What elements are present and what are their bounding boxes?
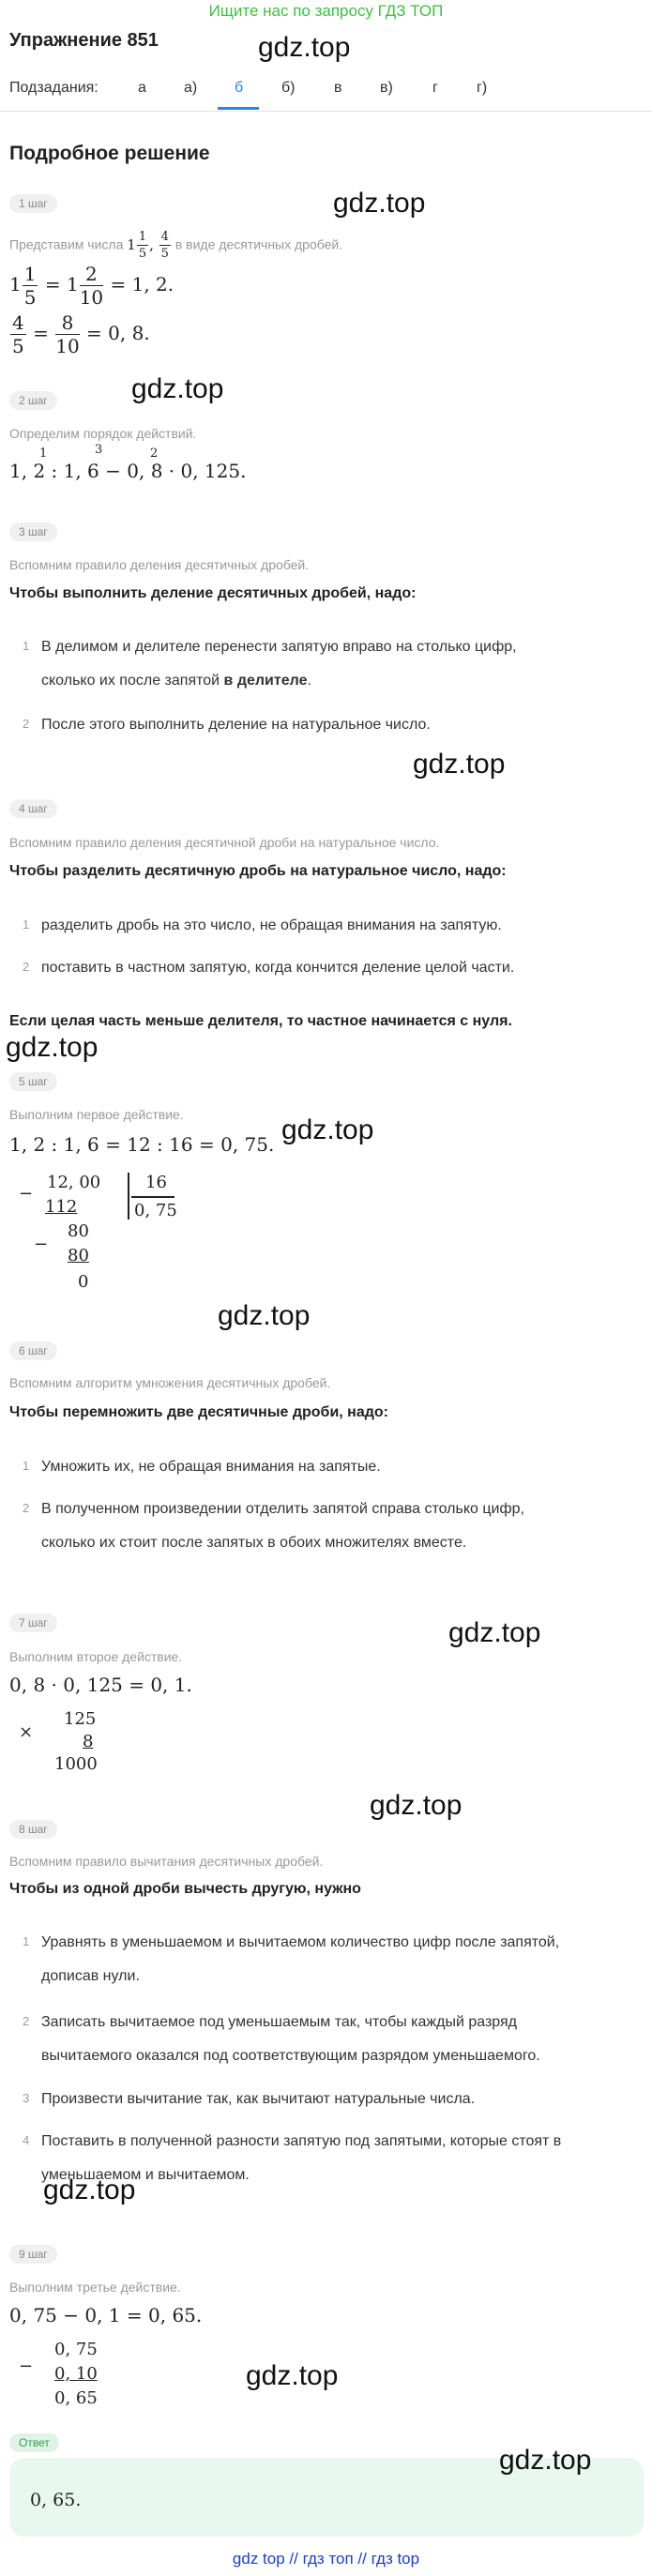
minuend: 0, 75 (54, 2340, 98, 2359)
step-hint: Представим числа 1 $\frac{1}{5}$ , $\frac{4}{5}$ в виде десятичных дробей. (9, 230, 343, 261)
subtasks-label: Подзадания: (9, 80, 99, 96)
subtab-a-paren[interactable]: а) (184, 80, 198, 96)
minus-sign: − (19, 1184, 34, 1204)
step-badge: 8 шаг (9, 1820, 57, 1839)
active-tab-underline (218, 107, 259, 110)
answer-badge: Ответ (9, 2433, 59, 2452)
footer-links[interactable]: gdz top // гдз топ // гдз top (232, 2550, 420, 2568)
multiplicand: 125 (64, 1709, 97, 1729)
quotient-line (131, 1196, 174, 1198)
rule-lead: Чтобы перемножить две десятичные дроби, надо: (9, 1404, 388, 1420)
order-mark: 2 (150, 447, 159, 461)
math-line: $\frac{4}{5}$ = $\frac{8}{10}$ = 0, 8. (12, 311, 150, 357)
answer-value: 0, 65. (30, 2490, 82, 2510)
order-mark: 1 (39, 447, 48, 461)
watermark: gdz.top (6, 1032, 99, 1063)
list-item: После этого выполнить деление на натуральное число. (41, 717, 431, 733)
subtab-v[interactable]: в (334, 80, 342, 96)
step-hint: Вспомним правило деления десятичных дробей. (9, 557, 310, 572)
list-item: сколько их после запятой в делителе. (41, 673, 311, 689)
subtab-g-paren[interactable]: г) (477, 80, 488, 96)
step-hint: Выполним третье действие. (9, 2280, 181, 2295)
quotient: 0, 75 (134, 1201, 177, 1220)
step-badge: 9 шаг (9, 2245, 57, 2264)
list-number: 2 (23, 717, 30, 731)
expression: 1, 2 : 1, 6 = 12 : 16 = 0, 75. (9, 1133, 275, 1156)
list-item: сколько их стоит после запятых в обоих множителях вместе. (41, 1535, 467, 1551)
expression: 0, 8 · 0, 125 = 0, 1. (9, 1674, 192, 1696)
list-number: 2 (23, 1501, 30, 1515)
subtrahend: 0, 10 (54, 2364, 98, 2384)
step-badge: 7 шаг (9, 1614, 57, 1632)
list-item: уменьшаемом и вычитаемом. (41, 2167, 250, 2183)
list-item: дописав нули. (41, 1968, 140, 1984)
list-item: Уравнять в уменьшаемом и вычитаемом количество цифр после запятой, (41, 1934, 560, 1950)
times-sign: × (19, 1722, 34, 1742)
step-hint: Выполним второе действие. (9, 1649, 183, 1664)
minus-sign: − (19, 2356, 34, 2376)
multiplier: 8 (83, 1732, 94, 1751)
expression: 0, 75 − 0, 1 = 0, 65. (9, 2304, 203, 2326)
list-item: поставить в частном запятую, когда кончится деление целой части. (41, 960, 515, 976)
subtrahend: 112 (45, 1197, 78, 1217)
divider (0, 111, 652, 112)
step-hint: Вспомним правило деления десятичной дроби на натуральное число. (9, 835, 440, 850)
step-badge: 1 шаг (9, 194, 57, 213)
list-number: 3 (23, 2091, 30, 2105)
list-item: Поставить в полученной разности запятую под запятыми, которые стоят в (41, 2133, 562, 2149)
rule-lead: Чтобы разделить десятичную дробь на натуральное число, надо: (9, 863, 507, 879)
list-item: Произвести вычитание так, как вычитают натуральные числа. (41, 2091, 476, 2107)
list-number: 1 (23, 1934, 30, 1948)
list-number: 2 (23, 2014, 30, 2028)
section-title: Подробное решение (9, 143, 210, 164)
watermark: gdz.top (218, 1300, 311, 1331)
list-item: В полученном произведении отделить запятой справа столько цифр, (41, 1501, 524, 1517)
product: 1000 (54, 1754, 98, 1774)
rule-lead: Чтобы из одной дроби вычесть другую, нужно (9, 1881, 361, 1897)
watermark: gdz.top (499, 2445, 592, 2476)
watermark: gdz.top (370, 1790, 462, 1821)
step-hint: Выполним первое действие. (9, 1107, 184, 1122)
step-hint: Вспомним правило вычитания десятичных дробей. (9, 1854, 324, 1869)
subtab-b[interactable]: б (235, 80, 244, 96)
list-number: 2 (23, 960, 30, 974)
step-badge: 4 шаг (9, 799, 57, 818)
list-item: Записать вычитаемое под уменьшаемым так, чтобы каждый разряд (41, 2014, 518, 2030)
list-item: разделить дробь на это число, не обращая внимания на запятую. (41, 917, 502, 933)
subtab-b-paren[interactable]: б) (281, 80, 296, 96)
watermark: gdz.top (246, 2360, 339, 2391)
list-number: 1 (23, 1459, 30, 1473)
list-item: В делимом и делителе перенести запятую вправо на столько цифр, (41, 639, 517, 655)
order-mark: 3 (95, 443, 103, 457)
remainder: 80 (68, 1221, 89, 1241)
subtab-g[interactable]: г (432, 80, 438, 96)
expression: 1, 2 : 1, 6 − 0, 8 · 0, 125. (9, 460, 247, 482)
dividend: 12, 00 (47, 1173, 101, 1192)
watermark: gdz.top (258, 32, 351, 63)
list-number: 1 (23, 917, 30, 932)
rule-lead: Чтобы выполнить деление десятичных дробей, надо: (9, 585, 417, 601)
subtrahend: 80 (68, 1246, 89, 1265)
step-badge: 2 шаг (9, 391, 57, 410)
watermark: gdz.top (131, 373, 224, 404)
subtab-v-paren[interactable]: в) (380, 80, 393, 96)
division-bar (128, 1173, 129, 1220)
watermark: gdz.top (281, 1114, 374, 1145)
rule-note: Если целая часть меньше делителя, то частное начинается с нуля. (9, 1013, 512, 1029)
divisor: 16 (145, 1173, 167, 1192)
difference: 0, 65 (54, 2388, 98, 2408)
math-line: 1 $\frac{1}{5}$ = 1 $\frac{2}{10}$ = 1, 2. (9, 263, 174, 309)
watermark: gdz.top (413, 749, 506, 780)
remainder: 0 (78, 1272, 89, 1292)
watermark: gdz.top (333, 188, 426, 219)
list-number: 1 (23, 639, 30, 653)
step-badge: 5 шаг (9, 1072, 57, 1091)
page-title: Упражнение 851 (9, 30, 159, 51)
step-badge: 3 шаг (9, 523, 57, 541)
step-badge: 6 шаг (9, 1341, 57, 1360)
list-number: 4 (23, 2133, 30, 2147)
watermark: gdz.top (43, 2174, 136, 2205)
list-item: вычитаемого оказался под соответствующим разрядом уменьшаемого. (41, 2048, 540, 2064)
minus-sign: − (34, 1235, 49, 1254)
subtab-a[interactable]: а (138, 80, 146, 96)
step-hint: Определим порядок действий. (9, 426, 197, 441)
step-hint: Вспомним алгоритм умножения десятичных дробей. (9, 1375, 331, 1390)
list-item: Умножить их, не обращая внимания на запятые. (41, 1459, 381, 1475)
top-banner[interactable]: Ищите нас по запросу ГДЗ ТОП (208, 2, 444, 20)
watermark: gdz.top (448, 1617, 541, 1648)
